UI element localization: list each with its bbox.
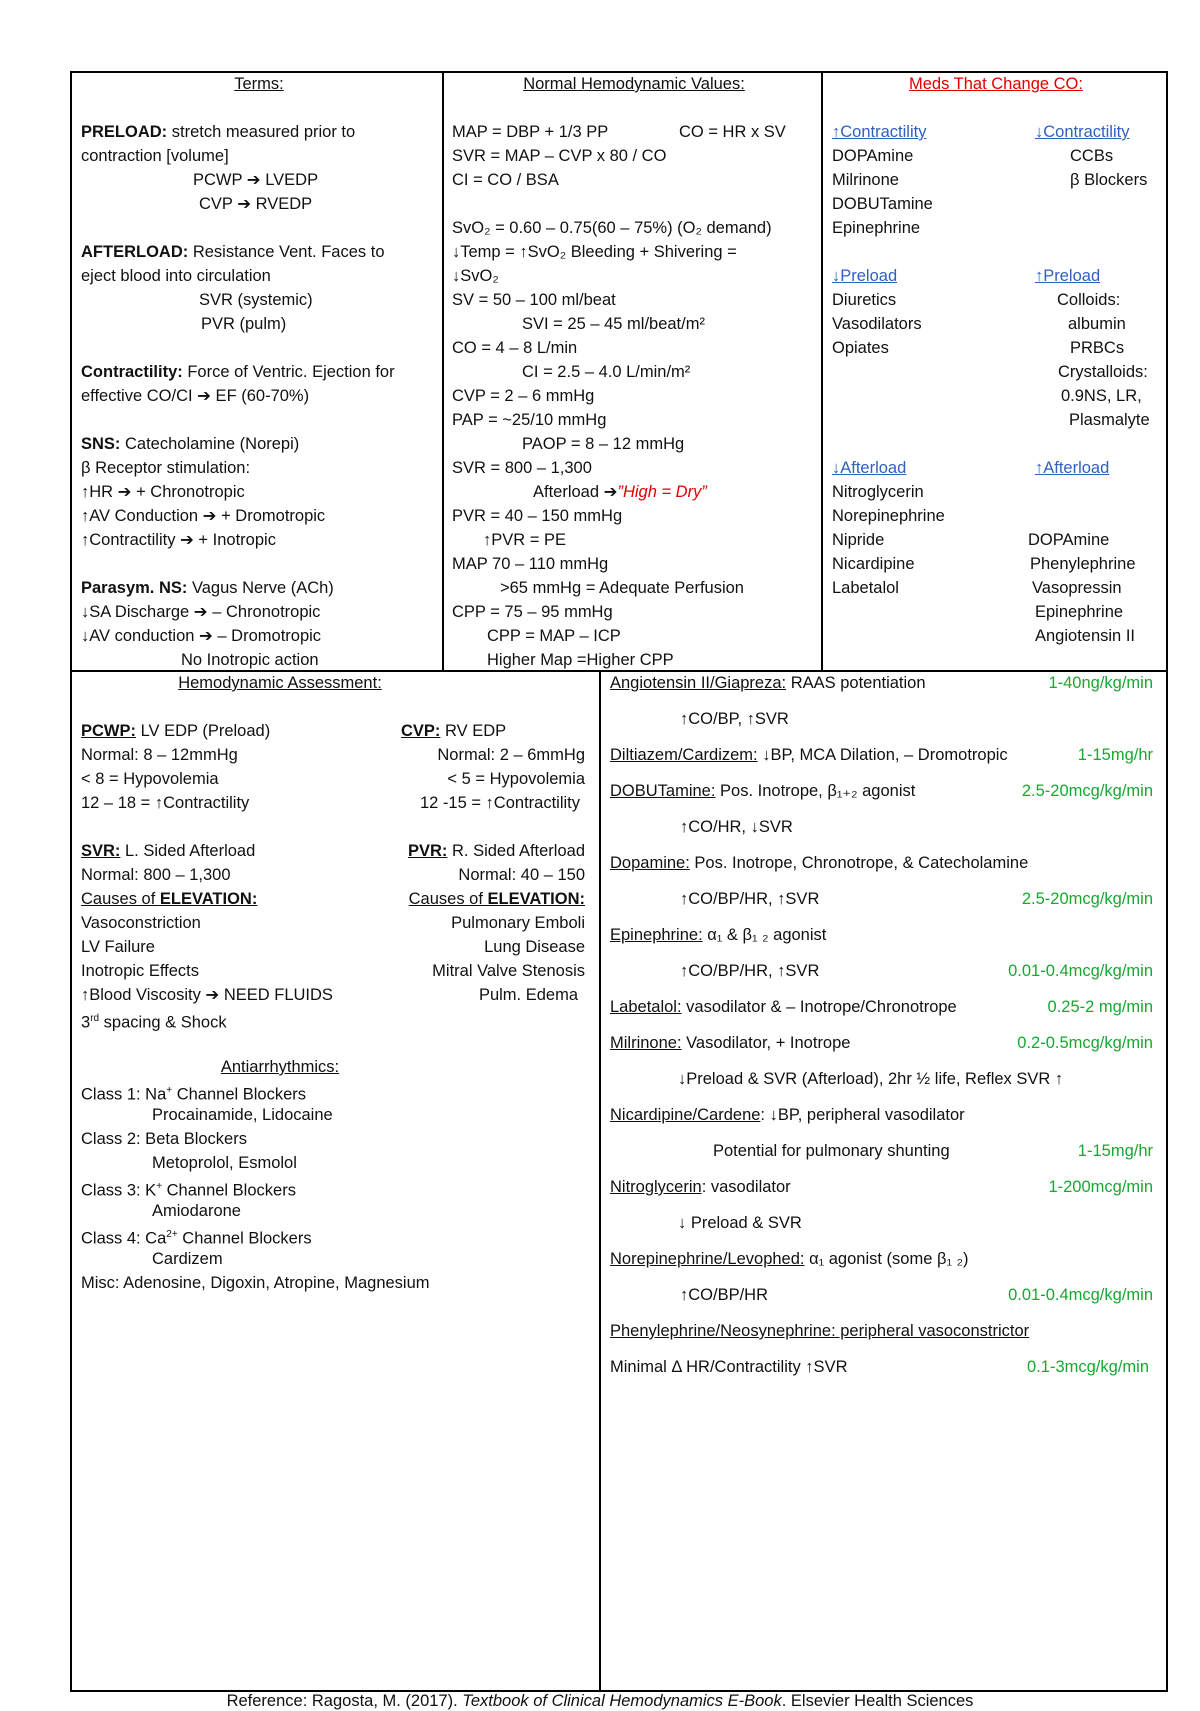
med-item: Norepinephrine — [832, 507, 945, 525]
drugs-cell: Angiotensin II/Giapreza: RAAS potentiation 1-40ng/kg/min ↑CO/BP, ↑SVR Diltiazem/Cardizem: ↓BP, MCA Dilation, – Dromotropic 1-15mg/hr DOBUTamine: Pos. Inotrope, β₁₊₂ agonist 2.5-20mcg/kg/min ↑CO/HR, ↓SVR Dopamine: Pos. Inotrope, Chronotrope, & Catecholamine ↑CO/BP/HR, ↑SVR 2.5-20mcg/kg/min Epinephrine: α₁ & β₁ ₂ agonist ↑CO/BP/HR, ↑SVR 0.01-0.4mcg/kg/min Labetalol: vasodilator & – Inotrope/Chronotrope 0.25-2 mg/min Milrinone: Vasodilator, + Inotrope 0.2-0.5mcg/kg/min ↓Preload & SVR (Afterload), 2hr ½ life, Reflex SVR ↑ Nicardipine/Cardene: ↓BP, peripheral vasodilator Potential for pulmonary shunting 1-15mg/hr Nitroglycerin: vasodilator 1-200mcg/min ↓ Preload & SVR Norepinephrine/Levophed: α₁ agonist (some β₁ ₂) ↑CO/BP/HR 0.01-0.4mcg/kg/min Phenylephrine/Neosynephrine: peripheral vasoconstrictor Minimal Δ HR/Contractility ↑SVR 0.1-3mcg/kg/min — [610, 674, 1153, 1376]
sv-line: SV = 50 – 100 ml/beat — [452, 291, 616, 309]
med-item: Labetalol — [832, 579, 899, 597]
med-item: Opiates — [832, 339, 889, 357]
med-item: Crystalloids: — [1058, 363, 1148, 381]
normal-values-cell — [452, 72, 816, 672]
med-item: Nipride — [832, 531, 885, 549]
down-contractility: ↓Contractility — [1035, 123, 1130, 141]
terms-cell — [81, 72, 437, 672]
pcwp-line: PCWP ➔ LVEDP — [193, 171, 319, 189]
terms-header: Terms: — [234, 75, 284, 93]
perfusion-line: >65 mmHg = Adequate Perfusion — [500, 579, 744, 597]
svo2-line: SvO₂ = 0.60 – 0.75(60 – 75%) (O₂ demand) — [452, 219, 772, 237]
ino-line: ↑Contractility ➔ + Inotropic — [81, 531, 276, 549]
cvp-line: CVP ➔ RVEDP — [199, 195, 313, 213]
pvr-pe: ↑PVR = PE — [483, 531, 566, 549]
svr-pvr-row: SVR: L. Sided Afterload PVR: R. Sided Afterload — [81, 842, 585, 860]
med-item: DOPAmine — [1028, 531, 1110, 549]
sns-line: SNS: Catecholamine (Norepi) — [81, 435, 300, 453]
antiarrhythmics-header: Antiarrhythmics: — [220, 1058, 340, 1076]
contract-line2: effective CO/CI ➔ EF (60-70%) — [81, 387, 310, 405]
pap-value: PAP = ~25/10 mmHg — [452, 411, 607, 429]
afterload-line2: eject blood into circulation — [81, 267, 271, 285]
cvp-value: CVP = 2 – 6 mmHg — [452, 387, 595, 405]
beta-line: β Receptor stimulation: — [81, 459, 251, 477]
sa-line: ↓SA Discharge ➔ – Chronotropic — [81, 603, 321, 621]
cpp-range: CPP = 75 – 95 mmHg — [452, 603, 613, 621]
table-left-border — [70, 71, 72, 1691]
table-right-border — [1166, 71, 1168, 1691]
parasym-line: Parasym. NS: Vagus Nerve (ACh) — [81, 579, 334, 597]
med-item: 0.9NS, LR, — [1061, 387, 1142, 405]
med-item: DOPAmine — [832, 147, 914, 165]
normal-header: Normal Hemodynamic Values: — [523, 75, 745, 93]
co-formula: CO = HR x SV — [679, 123, 786, 141]
med-item: Vasodilators — [832, 315, 922, 333]
svo2-down: ↓SvO₂ — [452, 267, 499, 285]
meds-co-header: Meds That Change CO: — [909, 75, 1083, 93]
med-item: Nicardipine — [832, 555, 915, 573]
av-line: ↑AV Conduction ➔ + Dromotropic — [81, 507, 326, 525]
afterload-high-dry: Afterload ➔”High = Dry” — [533, 483, 707, 501]
med-item: albumin — [1068, 315, 1126, 333]
afterload-line: AFTERLOAD: Resistance Vent. Faces to — [81, 243, 385, 261]
noino-line: No Inotropic action — [181, 651, 319, 669]
pvr-value: PVR = 40 – 150 mmHg — [452, 507, 623, 525]
divider-bottom-col — [599, 670, 601, 1691]
med-item: Colloids: — [1057, 291, 1121, 309]
svr-formula: SVR = MAP – CVP x 80 / CO — [452, 147, 667, 165]
hr-line: ↑HR ➔ + Chronotropic — [81, 483, 245, 501]
med-item: CCBs — [1070, 147, 1114, 165]
up-contractility: ↑Contractility — [832, 123, 927, 141]
higher-map: Higher Map =Higher CPP — [487, 651, 674, 669]
med-item: Phenylephrine — [1030, 555, 1136, 573]
med-item: Vasopressin — [1032, 579, 1122, 597]
avdown-line: ↓AV conduction ➔ – Dromotropic — [81, 627, 322, 645]
divider-col1 — [442, 71, 444, 671]
map-line: MAP = DBP + 1/3 PP CO = HR x SV — [452, 120, 816, 144]
down-afterload: ↓Afterload — [832, 459, 907, 477]
paop-value: PAOP = 8 – 12 mmHg — [522, 435, 685, 453]
contractility-headers — [832, 120, 1160, 144]
med-item: Epinephrine — [832, 219, 921, 237]
assessment-cell: Hemodynamic Assessment: PCWP: LV EDP (Preload) CVP: RV EDP Normal: 8 – 12mmHg Normal: 2 – 6mmHg < 8 = Hypovolemia < 5 = Hypovolemia 12 – 18 = ↑Contractility 12 -15 = ↑Contractility SVR: L. Sided Afterload PVR: R. Sided Afterload Normal: 800 – 1,300 Normal: 40 – 150 Causes of ELEVATION: Causes of ELEVATION: Vasoconstriction Pulmonary Emboli LV Failure Lung Disease Inotropic Effects Mitral Valve Stenosis ↑Blood Viscosity ➔ NEED FLUIDS Pulm. Edema 3rd spacing & Shock Antiarrhythmics: Class 1: Na+ Channel Blockers Procainamide, Lidocaine Class 2: Beta Blockers Metoprolol, Esmolol Class 3: K+ Channel Blockers Amiodarone Class 4: $Ca^{2+}$ Channel Blockers Cardizem Misc: Adenosine, Digoxin, Atropine, Magnesium — [81, 671, 589, 1295]
preload-line2: contraction [volume] — [81, 147, 229, 165]
ci-line: CI = 2.5 – 4.0 L/min/m² — [522, 363, 691, 381]
med-item: Diuretics — [832, 291, 897, 309]
med-item: Nitroglycerin — [832, 483, 924, 501]
afterload-headers — [832, 456, 1160, 480]
svr-value: SVR = 800 – 1,300 — [452, 459, 592, 477]
med-item: DOBUTamine — [832, 195, 933, 213]
causes-row: Causes of ELEVATION: Causes of ELEVATION: — [81, 890, 585, 908]
meds-co-cell — [832, 72, 1160, 648]
assessment-header: Hemodynamic Assessment: — [178, 674, 382, 692]
contract-line: Contractility: Force of Ventric. Ejection for — [81, 363, 395, 381]
cpp-formula: CPP = MAP – ICP — [487, 627, 621, 645]
temp-line: ↓Temp = ↑SvO₂ Bleeding + Shivering = — [452, 243, 737, 261]
svi-line: SVI = 25 – 45 ml/beat/m² — [522, 315, 705, 333]
pvr-line: PVR (pulm) — [201, 315, 287, 333]
svr-line: SVR (systemic) — [199, 291, 313, 309]
divider-col2 — [821, 71, 823, 671]
med-item: Angiotensin II — [1035, 627, 1135, 645]
preload-line: PRELOAD: stretch measured prior to — [81, 123, 356, 141]
med-item: β Blockers — [1070, 171, 1148, 189]
preload-headers — [832, 264, 1160, 288]
pcwp-cvp-row: PCWP: LV EDP (Preload) CVP: RV EDP — [81, 722, 507, 740]
med-item: Milrinone — [832, 171, 899, 189]
co-line: CO = 4 – 8 L/min — [452, 339, 578, 357]
reference-line: Reference: Ragosta, M. (2017). Textbook of Clinical Hemodynamics E-Book. Elsevier Health Sciences — [226, 1692, 974, 1710]
up-preload: ↑Preload — [1035, 267, 1101, 285]
map-range: MAP 70 – 110 mmHg — [452, 555, 609, 573]
med-item: Plasmalyte — [1069, 411, 1150, 429]
down-preload: ↓Preload — [832, 267, 898, 285]
up-afterload: ↑Afterload — [1035, 459, 1110, 477]
ci-formula: CI = CO / BSA — [452, 171, 559, 189]
med-item: PRBCs — [1070, 339, 1125, 357]
med-item: Epinephrine — [1035, 603, 1124, 621]
